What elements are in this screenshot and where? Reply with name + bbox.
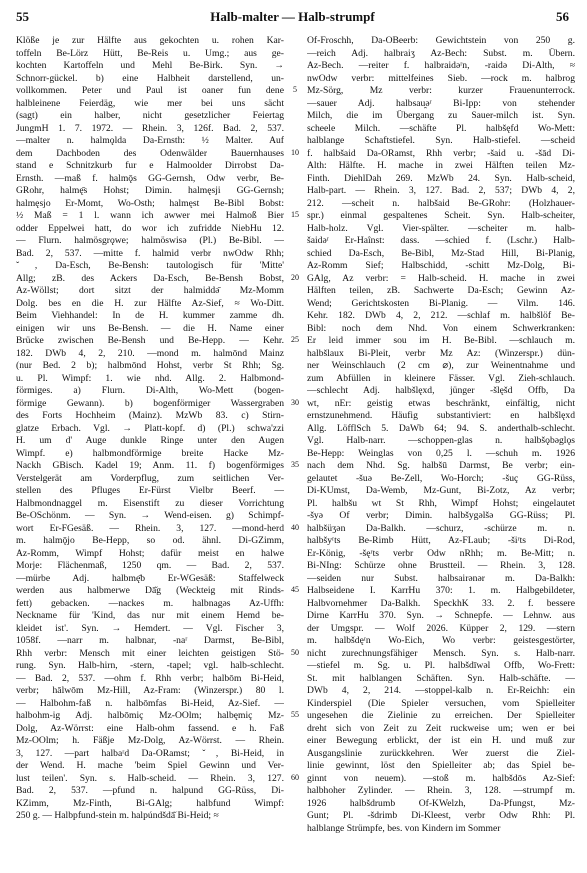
text-line: —reich Adj. halbraiʒ Az-Bech: Subst. m. Übern. xyxy=(307,47,575,59)
text-line: u. Pl. Wimpf: 1. wie nhd. Allg. 2. Halbmond- xyxy=(16,372,284,384)
text-line: Halb-holz. Vgl. Vier-spälter. —scheiter m. halb- xyxy=(307,222,575,234)
text-line: halbleinene Feierdäg, wie mer bei uns sächt xyxy=(16,97,284,109)
text-line: Dirne KarrHu 370. Syn. → Schnepfe. — Lehnw. aus xyxy=(307,610,575,621)
text-line: halmęsjo Er-Momt, Wo-Osth; halmęst Be-Bibl Bobst: xyxy=(16,197,284,209)
text-line: 250 g. — Halbpfund-stein m. halpúndšdā̆ Bi-Heid; ≈ xyxy=(16,810,219,821)
page-header xyxy=(16,9,569,29)
text-line: einer Bewegung erblickt, der ist ein H. und muß zur xyxy=(307,735,575,746)
text-line: Bibl: noch dem Nhd. Von einem Schwerkranken: xyxy=(307,322,575,334)
text-line: Az-Wöllst; dort sitzt der halmiddə̄ Mz-Momm xyxy=(16,285,284,296)
text-line: —malter n. halmǫlda Da-Ernsth: ½ Malter. Auf xyxy=(16,135,284,146)
text-line: zum Abfüllen in kleinere Fässer. Vgl. Zieh-schlauch. xyxy=(307,372,575,384)
text-line: Schnorr-gückel. b) eine Halbheit darstellend, un- xyxy=(16,72,284,84)
text-line: 212. —scheit n. halbšaid Be-GRohr: (Holzhauer- xyxy=(307,197,575,209)
text-line: Milch, die im Übergang zu Sauer-milch ist. Syn. xyxy=(307,110,575,121)
text-line: DWb 4, 2, 214. —stoppel-kalb n. Er-Reichh: ein xyxy=(307,685,575,696)
text-line: Be-Hepp: Weinglas von 0,25 l. —schuh m. 1926 xyxy=(307,447,575,459)
text-line: Wend; Gerichtskosten Bi-Planig. — Vilm. 146. xyxy=(307,297,575,309)
text-line: Be-OSchönm. — Syn. → Wend-eisen. g) Schimpf- xyxy=(16,510,284,521)
text-line: Brücke zwischen Be-Bensh und Be-Hepp. — Kehr. xyxy=(16,335,284,346)
line-number: 50 xyxy=(291,647,299,657)
text-line: ginnt von neuem). —stoß m. halbšdōs Az-Sief: xyxy=(307,772,575,784)
text-line: Mz-Sörg, Mz verbr: kurzer Frauenunterrock. xyxy=(307,85,575,96)
text-line: spr.) einmal gespaltenes Scheit. Syn. Halb-scheiter, xyxy=(307,210,575,221)
text-line: Of-Froschh, Da-OBeerb: Gewichtstein von 250 g. xyxy=(307,35,575,46)
line-number: 15 xyxy=(291,210,299,219)
text-line: des Forts Hochheim (Mainz). MzWb 83. c) Stirn- xyxy=(16,410,284,421)
text-line: nicht zurechnungsfähiger Mensch. Syn. s. Halb-narr. xyxy=(307,647,575,659)
text-line: schied Da-Esch, Be-Bibl, Mz-Stad Hill, Bi-Planig, xyxy=(307,247,575,259)
text-line: fett) gebacken. —nackes m. halbnagəs Az-Uffh: xyxy=(16,597,284,609)
text-line: m. halmǭjo Be-Hepp, so od. ähnl. Di-GZimm, xyxy=(16,535,284,546)
text-line: Morje: Flächenmaß, 1250 qm. — Bad. 2, 537. xyxy=(16,560,284,571)
text-line: Az-Bech. —reiter f. halbraidəʳn, -raidə Di-Alth, ≈ xyxy=(307,60,575,71)
line-number: 20 xyxy=(291,272,299,282)
text-line: Ernsth. —maß f. halmǭs GG-Gernsh, Odw verbr, Be- xyxy=(16,172,284,184)
text-line: KZimm, Mz-Finth, Bi-GAlg; halbfund Wimpf: xyxy=(16,797,284,809)
line-number: 45 xyxy=(291,585,299,594)
text-line: Az-Romm, Wimpf Hohst; dafür meist en halwe xyxy=(16,547,284,559)
text-line: Gunt; Pl. -šdrimb Di-Kleest, verbr Odw Rhh: Pl. xyxy=(307,810,575,821)
text-line: halblange Strümpfe, bes. von Kindern im Sommer xyxy=(307,822,501,834)
text-line: St. mit halblangen Schäften. Syn. Halb-schäfte. — xyxy=(307,672,575,684)
text-line: —mürbe Adj. halbmę̄b Er-WGesäß: Staffelweck xyxy=(16,572,284,584)
text-line: ˇ‚ Da-Esch, Be-Bensh: tautologisch für 'Mitte' xyxy=(16,260,284,271)
line-number: 40 xyxy=(291,522,299,532)
text-line: Nackh GBisch. Kadel 19; Anm. 11. f) bogenförmiges xyxy=(16,460,284,471)
text-line: —sauer Adj. halbsau̯əʳ Bi-Ipp: von stehender xyxy=(307,97,575,109)
text-line: Finth. DiehlDah 269. MzWb 24. Syn. Halb-scheid, xyxy=(307,172,575,184)
text-line: glatze Erbach. Vgl. → Platt-kopf. d) (Pl.) schwa'zzi xyxy=(16,422,284,434)
line-number: 10 xyxy=(291,147,299,157)
text-line: —stiefel m. Sg. u. Pl. halbšdīwəl Offb, Wo-Frett: xyxy=(307,660,575,671)
text-line: toffeln Be-Lörz Hütt, Be-Reis u. Umg.; aus ge- xyxy=(16,47,284,59)
text-line: linie gewinnt, löst den Spielleiter ab; das Spiel be- xyxy=(307,760,575,771)
text-line: der Umgspr. — Wolf 2026. Küpper 2, 129. —stern xyxy=(307,622,575,634)
text-line: Er leid immer sou im H. Be-Bibl. —schlauch m. xyxy=(307,335,575,346)
page-number-left: 55 xyxy=(16,9,29,24)
text-line: odder Eppelwei hatt, do wor ich zufridde NiebHu 12. xyxy=(16,222,284,234)
text-line: 182. DWb 4, 2, 210. —mond m. halmōnd Mainz xyxy=(16,347,284,359)
running-head: Halb-malter — Halb-strumpf xyxy=(210,9,375,24)
text-line: förmiges. a) Flurn. Di-Alth, Wo-Mett (bogen- xyxy=(16,385,284,396)
text-line: 1058f. —narr m. halbnar, -naʳ Darmst, Be-Bibl, xyxy=(16,635,284,646)
text-line: wt, nEr: geistig etwas beschränkt, einfältig, nicht xyxy=(307,397,575,409)
text-line: halblange Schaftstiefel. Syn. Halb-stiefel. —scheid xyxy=(307,135,575,146)
text-line: Neckname für 'Kind, das nur mit einem Hemd be- xyxy=(16,610,284,621)
text-line: scheele Milch. —schäfte Pl. halbšęfd Wo-Mett: xyxy=(307,122,575,134)
text-line: GAlg, Az verbr: = Halb-scheid. H. mache in zwei xyxy=(307,272,575,284)
text-line: — Halbohm-faß n. halbōmfas Bi-Heid, Az-Sief. — xyxy=(16,697,284,709)
page-number-right: 56 xyxy=(556,9,569,24)
text-line: Wimpf. e) halbmondförmige breite Hacke Mz- xyxy=(16,447,284,459)
text-line: stand e Schnitzkurb fur e Halmoolder Dirrobst Da- xyxy=(16,160,284,171)
text-line: Halbmondnaggel m. Eisenstift zu dieser Vorrichtung xyxy=(16,497,284,509)
line-number: 55 xyxy=(291,710,299,719)
line-number: 35 xyxy=(291,460,299,469)
text-line: Er-König, -šęʳts verbr Odw nRhh; m. Be-Mitt; n. xyxy=(307,547,575,559)
text-line: werden aus halbmerwe Dā̆g (Weckteig mit Rinds- xyxy=(16,585,284,596)
text-line: Halbvornehmer Da-Balkh. SpeckhK 33. 2. f. bessere xyxy=(307,597,575,609)
text-line: Kinderspiel (Die Spieler versuchen, vom Spielleiter xyxy=(307,697,575,709)
text-line: dreht sich von Zeit zu Zeit ruckweise um; wen er bei xyxy=(307,722,575,734)
text-line: halbšlaux Bi-Pleit, verbr Mz Az: (Winzerspr.) dün- xyxy=(307,347,575,359)
text-line: Ausgangslinie zurückkehren. Wer zuerst die Ziel- xyxy=(307,747,575,759)
text-line: Klöße je zur Hälfte aus gekochten u. rohen Kar- xyxy=(16,35,284,46)
text-line: kochten Kartoffeln und Mehl Be-Birk. Syn. → xyxy=(16,60,284,71)
text-line: halbšüʒən Da-Balkh. —schurz, -schürze m. n. xyxy=(307,522,575,534)
text-line: JungmH 1. 7. 1972. — Rhein. 3, 126f. Bad. 2, 537. xyxy=(16,122,284,134)
text-line: der Wend. H. mache 'beim Spiel Gewinn und Ver- xyxy=(16,760,284,771)
text-line: wort Er-FGesäß. — Rhein. 3, 127. —mond-herd xyxy=(16,522,284,534)
text-line: verbr; hālwōm Mz-Hill, Az-Fram: (Winzerspr.) 80 l. xyxy=(16,685,284,696)
text-line: Halb-part. — Rhein. 3, 127. Bad. 2, 537; DWb 4, 2, xyxy=(307,185,575,196)
text-line: einigen wir uns Be-Bensh. — die H. Name einer xyxy=(16,322,284,334)
line-number: 25 xyxy=(291,335,299,344)
text-line: Beim Viehhandel: In de H. kummer zamme dh. xyxy=(16,310,284,321)
text-line: kleidet ist'. Syn. → Hemdert. — Vgl. Fischer 3, xyxy=(16,622,284,634)
text-line: Verstelgerät am Vorderpflug, zum seitlichen Ver- xyxy=(16,472,284,484)
text-line: Dolg. bes en die H. zur Hälfte Az-Sief, ≈ Wo-Ditt. xyxy=(16,297,284,309)
text-line: Halbseidene I. KarrHu 370: 1. m. Halbgebildeter, xyxy=(307,585,575,596)
text-line: Vgl. Halb-narr. —schoppen-glas n. halbšǫbəglǫs xyxy=(307,435,575,446)
text-line: m. halbšdęʳn Wo-Eich, Wo verbr: geistesgestörter, xyxy=(307,635,575,646)
text-line: ner Weinschlauch (2 cm ⌀), zur Weinentnahme und xyxy=(307,360,575,371)
text-line: Dolg, Az-Wörrst: eine Halb-ohm fassend. e h. Faß xyxy=(16,722,284,734)
text-line: gelautet -šuə Be-Zell, Wo-Horch; -šuç GG-Rüss, xyxy=(307,472,575,484)
text-line: ungesehen die Zielinie zu erreichen. Der Spielleiter xyxy=(307,710,575,721)
text-line: 1926 halbšdrumb Of-KWelzh, Da-Pfungst, Mz- xyxy=(307,797,575,809)
text-line: halbhoher Zylinder. — Rhein. 3, 128. —strumpf m. xyxy=(307,785,575,796)
text-line: Allg. LöfflSch 5. DaWb 64; 94. S. anderthalb-schlecht. xyxy=(307,422,575,434)
text-line: Allg; zB. des Ackers Da-Esch, Be-Bensh Bobst, xyxy=(16,272,284,284)
text-line: Hälften teilen, zB. Sachwerte Da-Esch; Gewinn Az- xyxy=(307,285,575,296)
text-line: halbohm-ig Adj. halbōmiç Mz-OOlm; halbęmiç Mz- xyxy=(16,710,284,721)
text-line: nwOdw verbr: mittelfeines Sieb. —rock m. halbrog xyxy=(307,72,575,84)
text-line: Bad. 2, 537. —mitte f. halmid verbr nwOdw Rhh; xyxy=(16,247,284,259)
right-column xyxy=(307,35,575,835)
text-line: förmige Gewann). b) bogenförmiger Wassergraben xyxy=(16,397,284,409)
text-line: (nur Bed. 2 b); halbmōnd Hohst, verbr St Rhh; Sg. xyxy=(16,360,284,371)
text-line: Bad. 2, 537. —pfund n. halpund GG-Rüss, Di- xyxy=(16,785,284,796)
text-line: Kehr. 182. DWb 4, 2, 212. —schlaf m. halbšlöf Be- xyxy=(307,310,575,321)
text-line: Alth: Hälfte. H. mache in zwei Hälften teilen Mz- xyxy=(307,160,575,171)
text-line: 3, 127. —part halbaʳd Da-ORamst; ˇ‚ Bi-Heid, in xyxy=(16,747,284,759)
text-line: Rhh verbr: Mensch mit einer leichten geistigen Stö- xyxy=(16,647,284,659)
text-line: rung. Syn. Halb-hirn, -stern, -tapel; vgl. halb-schlecht. xyxy=(16,660,284,671)
text-line: (sagt) ein halber, nicht gesetzlicher Feiertag xyxy=(16,110,284,121)
line-number: 60 xyxy=(291,772,299,782)
text-line: —seiden nur Subst. halbsairənər m. Da-Balkh: xyxy=(307,572,575,584)
text-line: Di-KUmst, Da-Wemb, Mz-Gunt, Bi-Zotz, Az verbr; xyxy=(307,485,575,496)
text-line: ernstzunehmend. Häufig substantiviert: en halbšlęxd xyxy=(307,410,575,421)
text-line: GRohr, halmę̄s Hohst; Dimin. halmęsji GG-Gernsh; xyxy=(16,185,284,196)
text-line: Pl. halbšu wt St Rhh, Wimpf Hohst; eingelautet xyxy=(307,497,575,509)
line-number: 30 xyxy=(291,397,299,407)
text-line: nach dem Nhd. Sg. halbšū Darmst, Be verbr; ein- xyxy=(307,460,575,471)
text-line: — Flurn. halmösgrǫwe; halmöswisə (Pl.) Be-Bibl. — xyxy=(16,235,284,246)
text-line: —schlecht Adj. halbšlęxd, jünger -šlęšd Offb, Da xyxy=(307,385,575,396)
text-line: vollkommen. Peter und Paul ist oaner fun dene xyxy=(16,85,284,96)
text-line: dem Dachboden des Odenwälder Bauernhauses xyxy=(16,147,284,159)
left-column xyxy=(16,35,284,823)
text-line: šaidəʳ Er-Haînst: dass. —schied f. (Lschr.) Halb- xyxy=(307,235,575,246)
text-line: Bi-NIng: Schürze ohne Brustteil. — Rhein. 3, 128. xyxy=(307,560,575,571)
text-line: ½ Maß = 1 l. wann ich awwer mei Halmoß Bier xyxy=(16,210,284,221)
text-line: Mz-OOlm; h. Fäßje Mz-Dolg, Az-Wörrst. — Rhein. xyxy=(16,735,284,746)
text-line: Az-Romm Sief; Halbschidd, -schitt Mz-Dolg, Bi- xyxy=(307,260,575,271)
text-line: f. halbšaid Da-ORamst, Rhh verbr; -šaid u. -šād Di- xyxy=(307,147,575,159)
text-line: lust teilen'. Syn. s. Halb-scheid. — Rhein. 3, 127. xyxy=(16,772,284,784)
text-line: -šyə Of verbr; Dimin. halbšygəlšə GG-Rüss; Pl. xyxy=(307,510,575,521)
text-line: H. um d' Auge dunkle Ringe unter den Augen xyxy=(16,435,284,446)
text-line: stellen des Pfluges Er-Fürst Vielbr Beerf. — xyxy=(16,485,284,496)
text-line: halbšyʳts Be-Rimb Hütt, Az-FLaub; -šiʳts Di-Rod, xyxy=(307,535,575,546)
text-line: — Bad. 2, 537. —ohm f. Rhh verbr; halbōm Bi-Heid, xyxy=(16,672,284,684)
line-number: 5 xyxy=(293,85,297,94)
